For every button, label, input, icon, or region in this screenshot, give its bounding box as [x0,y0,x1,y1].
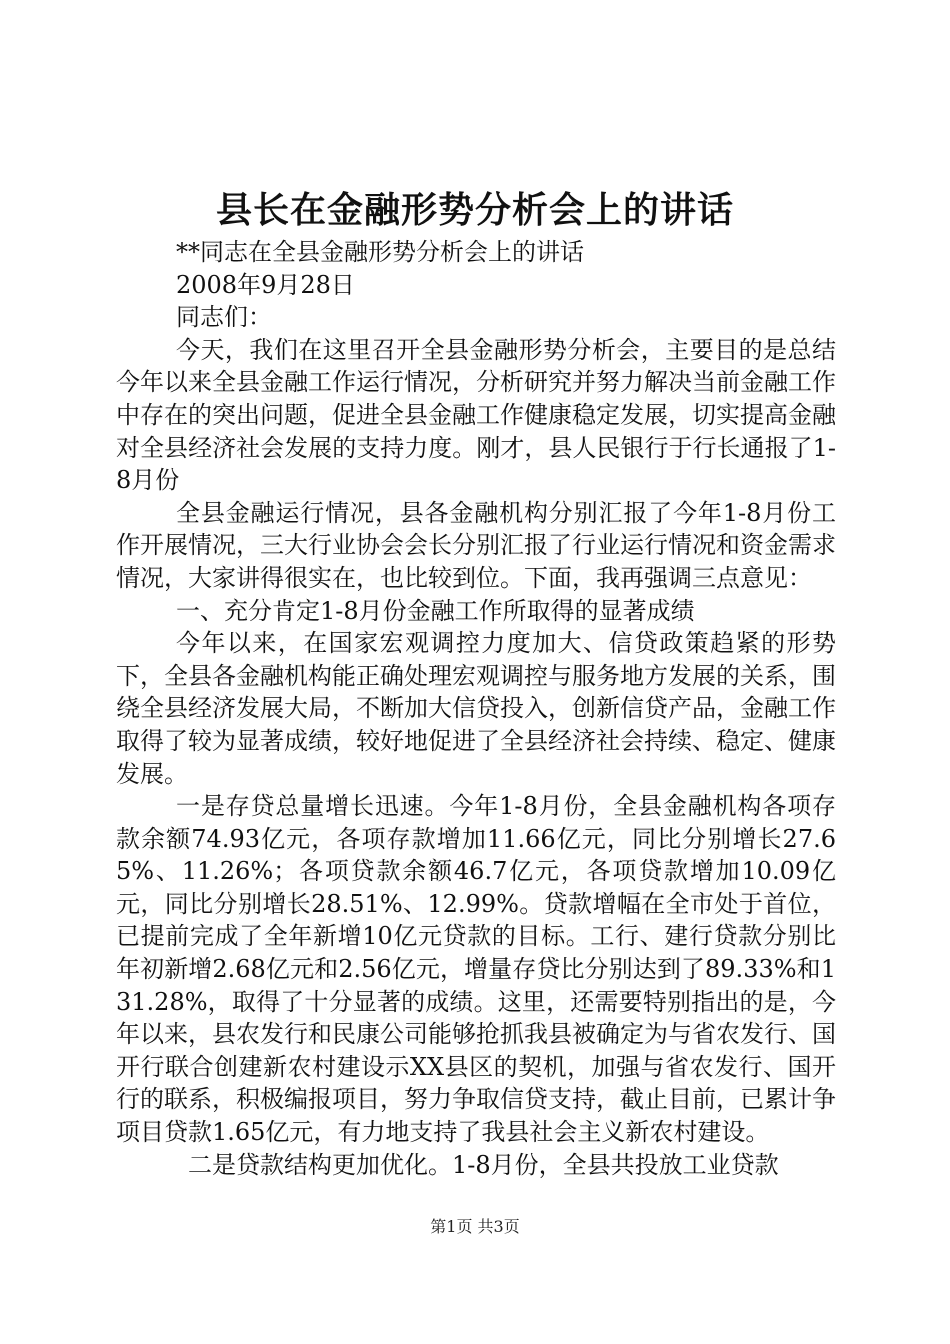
body-paragraph: 全县金融运行情况，县各金融机构分别汇报了今年1-8月份工作开展情况，三大行业协会会长分别汇报了行业运行情况和资金需求情况，大家讲得很实在，也比较到位。下面，我再强调三点意见： [116,498,836,592]
document-title: 县长在金融形势分析会上的讲话 [215,189,734,231]
body-paragraph: 今天，我们在这里召开全县金融形势分析会，主要目的是总结今年以来全县金融工作运行情况，分析研究并努力解决当前金融工作中存在的突出问题，促进全县金融工作健康稳定发展，切实提高金融对全县经济社会发展的支持力度。刚才，县人民银行于行长通报了1-8月份 [116,335,836,495]
page-footer [0,1216,950,1238]
body-paragraph: 今年以来，在国家宏观调控力度加大、信贷政策趋紧的形势下，全县各金融机构能正确处理宏观调控与服务地方发展的关系，围绕全县经济发展大局，不断加大信贷投入，创新信贷产品，金融工作取得了较为显著成绩，较好地促进了全县经济社会持续、稳定、健康发展。 [116,629,836,788]
speech-subtitle: **同志在全县金融形势分析会上的讲话 [176,238,584,266]
salutation: 同志们： [176,303,272,332]
page-total: 共3页 [477,1217,520,1236]
body-paragraph: 二是贷款结构更加优化。1-8月份，全县共投放工业贷款 [188,1150,779,1179]
document-body [116,236,836,1181]
section-heading: 一、充分肯定1-8月份金融工作所取得的显著成绩 [176,596,695,625]
speech-date: 2008年9月28日 [176,270,355,299]
body-paragraph: 一是存贷总量增长迅速。今年1-8月份，全县金融机构各项存款余额74.93亿元，各项存款增加11.66亿元，同比分别增长27.65%、11.26%；各项贷款余额46.7亿元，各项贷款增加10.09亿元，同比分别增长28.51%、12.99%。贷款增幅在全市处于首位，已提前完成了全年新增10亿元贷款的目标。工行、建行贷款分别比年初新增2.68亿元和2.56亿元，增量存贷比分别达到了89.33%和131.28%，取得了十分显著的成绩。这里，还需要特别指出的是，今年以来，县农发行和民康公司能够抢抓我县被确定为与省农发行、国开行联合创建新农村建设示XX县区的契机，加强与省农发行、国开行的联系，积极编报项目，努力争取信贷支持，截止目前，已累计争项目贷款1.65亿元，有力地支持了我县社会主义新农村建设。 [116,792,836,1147]
page-number: 第1页 [430,1217,473,1236]
